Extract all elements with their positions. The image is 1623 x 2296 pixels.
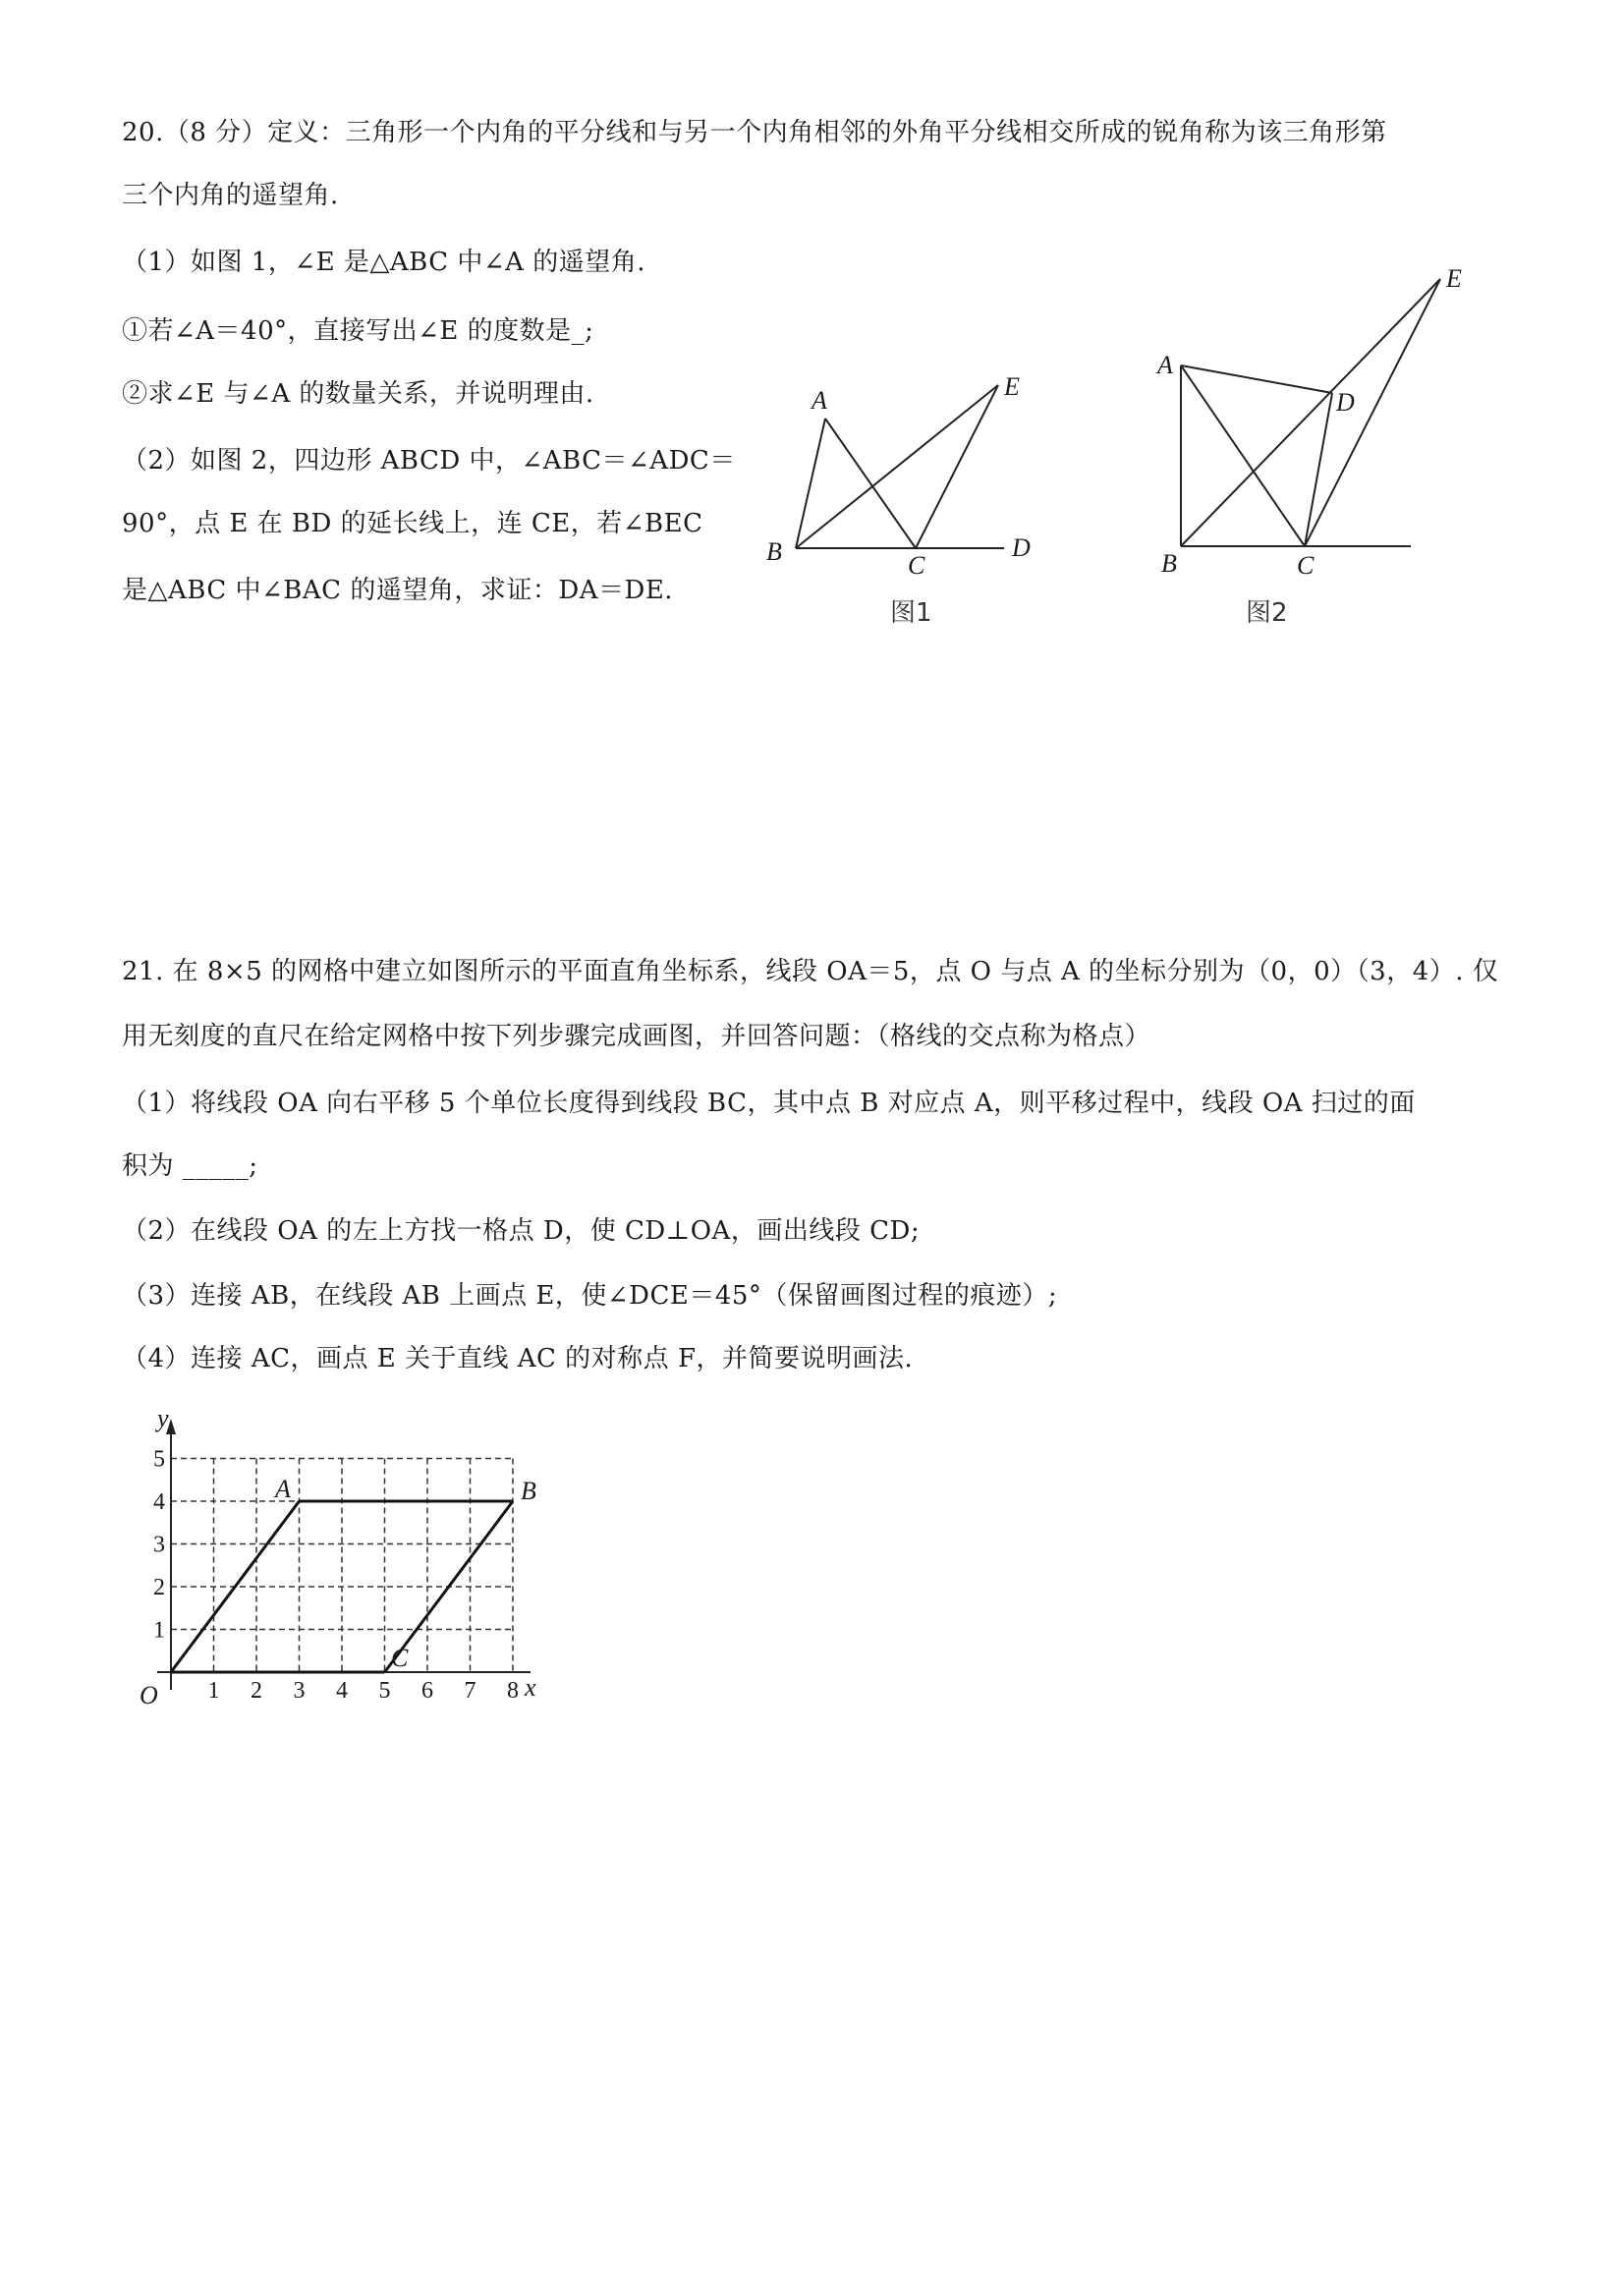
- coordinate-grid: [118, 1395, 570, 1709]
- x-tick-labels: [208, 1678, 520, 1704]
- q21-part3: （3）连接 AB，在线段 AB 上画点 E，使∠DCE＝45°（保留画图过程的痕迹）;: [122, 1281, 1058, 1311]
- x-tick-label: 8: [507, 1678, 519, 1704]
- figure-2: [1140, 255, 1493, 639]
- q20-line2: 三个内角的遥望角.: [122, 181, 339, 210]
- segment-ac: [1181, 365, 1305, 546]
- q20-part1: （1）如图 1，∠E 是△ABC 中∠A 的遥望角.: [122, 248, 645, 277]
- segment-be: [1181, 279, 1440, 546]
- segment-ac: [825, 419, 916, 548]
- y-tick-label: 5: [153, 1446, 165, 1473]
- segment-dc: [1305, 393, 1332, 546]
- q20-part2a: （2）如图 2，四边形 ABCD 中，∠ABC＝∠ADC＝: [122, 446, 736, 476]
- fig1-label-c: C: [908, 551, 925, 580]
- figure-1: [747, 364, 1061, 639]
- fig1-label-e: E: [1004, 372, 1020, 401]
- x-tick-label: 4: [336, 1678, 348, 1704]
- q21-part1a: （1）将线段 OA 向右平移 5 个单位长度得到线段 BC，其中点 B 对应点 A，则平移过程中，线段 OA 扫过的面: [122, 1089, 1416, 1118]
- q20-line1: 20.（8 分）定义：三角形一个内角的平分线和与另一个内角相邻的外角平分线相交所成的锐角称为该三角形第: [122, 118, 1387, 147]
- point-label-a: A: [275, 1475, 291, 1503]
- x-tick-label: 3: [293, 1678, 306, 1704]
- fig2-label-a: A: [1157, 351, 1173, 379]
- q20-part2b: 90°，点 E 在 BD 的延长线上，连 CE，若∠BEC: [122, 509, 703, 538]
- x-tick-label: 7: [464, 1678, 476, 1704]
- q20-part1a: ①若∠A＝40°，直接写出∠E 的度数是_;: [122, 316, 594, 346]
- fig2-label-d: D: [1336, 388, 1355, 417]
- fig2-label-b: B: [1161, 549, 1177, 578]
- fig2-label-e: E: [1446, 264, 1462, 293]
- segment-ce: [1305, 279, 1440, 546]
- y-tick-label: 4: [153, 1489, 165, 1515]
- fig2-label-c: C: [1297, 551, 1315, 580]
- q21-line2: 用无刻度的直尺在给定网格中按下列步骤完成画图，并回答问题：（格线的交点称为格点）: [122, 1022, 1151, 1051]
- x-tick-label: 1: [207, 1678, 220, 1704]
- y-tick-label: 1: [153, 1617, 165, 1644]
- segment-ad: [1181, 365, 1332, 393]
- axis-label-x: x: [525, 1673, 536, 1702]
- q20-part1b: ②求∠E 与∠A 的数量关系，并说明理由.: [122, 379, 594, 409]
- grid-lines: [171, 1459, 513, 1673]
- fig1-label-d: D: [1012, 533, 1031, 562]
- origin-label: O: [140, 1681, 158, 1709]
- axis-label-y: y: [157, 1404, 169, 1432]
- q21-line1: 21. 在 8×5 的网格中建立如图所示的平面直角坐标系，线段 OA＝5，点 O 与点 A 的坐标分别为（0，0）（3，4）. 仅: [122, 957, 1499, 986]
- q20-part2c: 是△ABC 中∠BAC 的遥望角，求证：DA＝DE.: [122, 576, 674, 605]
- fig1-caption: 图1: [890, 598, 932, 628]
- segment-ce: [916, 385, 998, 548]
- y-tick-label: 3: [153, 1532, 165, 1558]
- q21-part4: （4）连接 AC，画点 E 关于直线 AC 的对称点 F，并简要说明画法.: [122, 1344, 914, 1373]
- point-label-b: B: [521, 1477, 536, 1505]
- point-label-c: C: [391, 1644, 409, 1672]
- x-tick-label: 6: [421, 1678, 433, 1704]
- x-tick-label: 5: [378, 1678, 391, 1704]
- fig1-label-a: A: [812, 386, 827, 415]
- fig1-label-b: B: [766, 537, 782, 566]
- fig2-caption: 图2: [1246, 598, 1288, 628]
- q21-part1b: 积为 _____;: [122, 1151, 258, 1181]
- q21-part2: （2）在线段 OA 的左上方找一格点 D，使 CD⊥OA，画出线段 CD;: [122, 1216, 921, 1246]
- y-tick-label: 2: [153, 1575, 165, 1600]
- y-tick-labels: [153, 1447, 165, 1644]
- x-tick-label: 2: [251, 1678, 262, 1704]
